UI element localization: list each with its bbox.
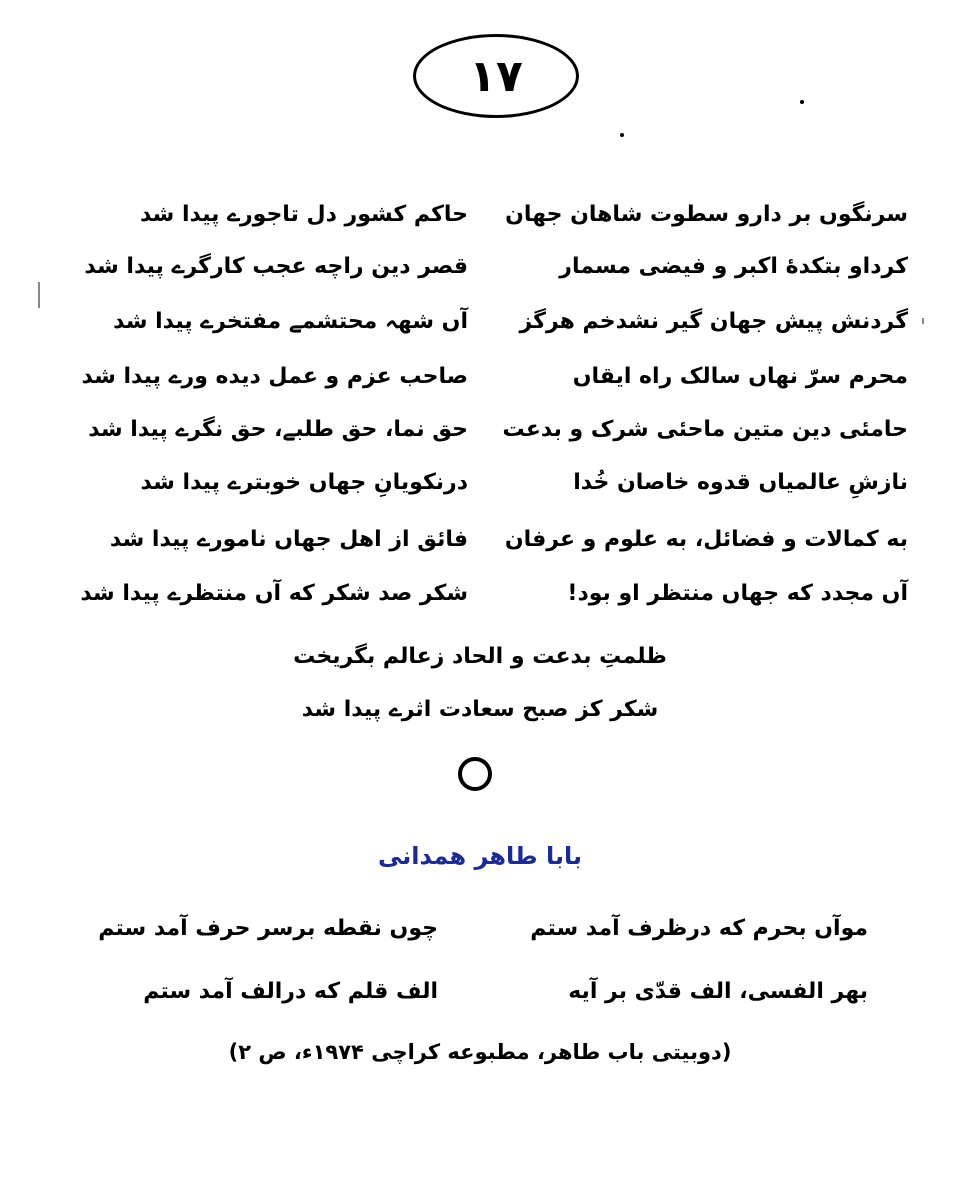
quatrain-hemistich-second: الف قلم که درالف آمد ستم [143,979,438,1004]
verse-hemistich-first: گردنش پیش جهان گیر نشدخم هرگز [519,309,908,334]
quatrain-hemistich-first: بهر الفسی، الف قدّی بر آیه [568,979,868,1004]
verse-hemistich-second: شکر صد شکر که آں منتظرے پیدا شد [80,581,468,606]
verse-hemistich-first: نازشِ عالمیاں قدوه خاصان خُدا [573,470,908,495]
verse-hemistich-second: صاحب عزم و عمل دیده ورے پیدا شد [81,364,468,389]
verse-hemistich-first: آں مجدد که جهاں منتظر او بود! [567,581,908,606]
verse-hemistich-second: قصر دین راچه عجب کارگرے پیدا شد [84,254,468,279]
verse-hemistich-second: حاکم کشور دل تاجورے پیدا شد [139,202,468,227]
ink-speck [620,133,624,137]
verse-hemistich-second: حق نما، حق طلبے، حق نگرے پیدا شد [88,417,468,442]
verse-hemistich-second: درنکویانِ جهاں خوبترے پیدا شد [140,470,468,495]
verse-hemistich-first: به کمالات و فضائل، به علوم و عرفان [504,527,908,552]
margin-mark [922,318,924,324]
verse-hemistich-first: کرداو بتکدهٔ اکبر و فیضی مسمار [559,254,908,279]
margin-mark [38,282,40,308]
section-title: بابا طاهر همدانی [377,842,583,870]
source-citation: (دوبیتی باب طاهر، مطبوعه کراچی ۱۹۷۴ء، ص ۲) [228,1040,732,1064]
verse-hemistich-first: محرم سرّ نهاں سالک راه ایقاں [572,364,908,389]
verse-hemistich-second: آں شهہ محتشمے مفتخرے پیدا شد [113,309,468,334]
end-circle-mark [458,757,492,791]
ink-speck [800,100,804,104]
closing-verse-line: شکر کز صبح سعادت اثرے پیدا شد [301,697,659,722]
verse-hemistich-second: فائق از اهل جهاں نامورے پیدا شد [109,527,468,552]
quatrain-hemistich-first: موآں بحرم که درظرف آمد ستم [530,916,868,941]
verse-hemistich-first: سرنگوں بر دارو سطوت شاهان جهان [505,202,908,227]
closing-verse-line: ظلمتِ بدعت و الحاد زعالم بگریخت [293,644,667,669]
verse-hemistich-first: حامئی دین متین ماحئی شرک و بدعت [502,417,908,442]
quatrain-hemistich-second: چوں نقطه برسر حرف آمد ستم [98,916,438,941]
page-number: ۱۷ [413,34,579,118]
